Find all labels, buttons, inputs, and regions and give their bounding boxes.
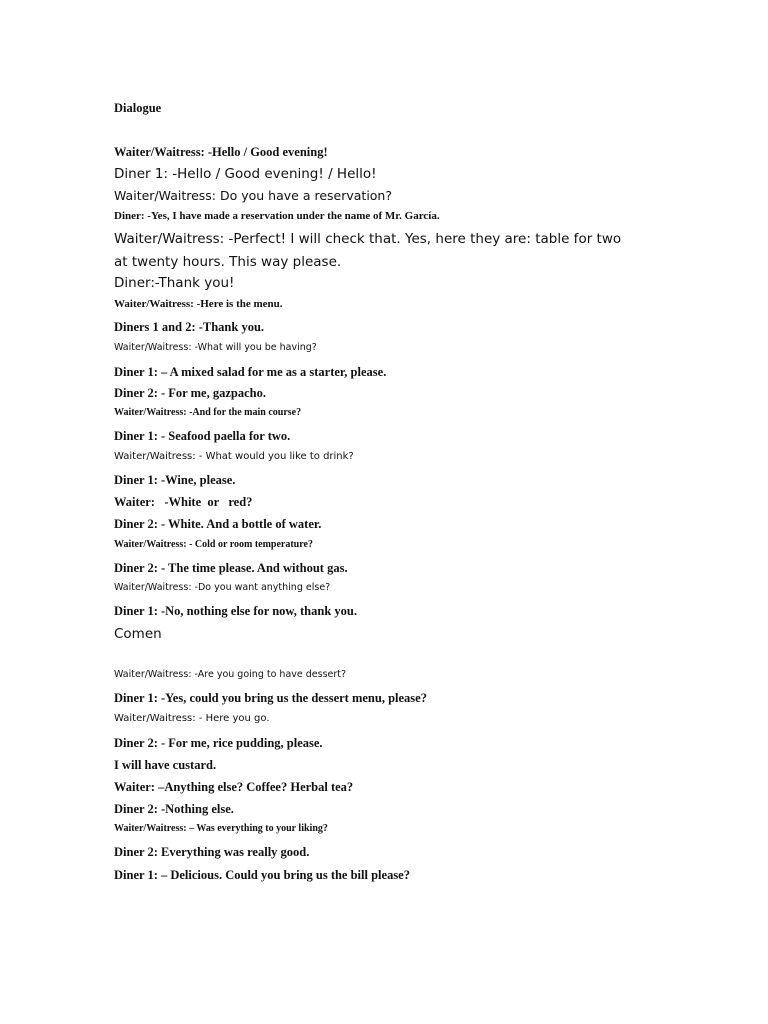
- dialogue-line: Diner 1: -Hello / Good evening! / Hello!: [114, 166, 377, 182]
- dialogue-line: Waiter/Waitress: -Here is the menu.: [114, 298, 283, 310]
- dialogue-line: Diner 1: -Yes, could you bring us the dessert menu, please?: [114, 691, 427, 705]
- dialogue-line: Diner 2: - The time please. And without gas.: [114, 561, 348, 575]
- dialogue-line: Waiter/Waitress: -Are you going to have dessert?: [114, 669, 347, 680]
- dialogue-line: Diner 2: - For me, rice pudding, please.: [114, 736, 323, 750]
- dialogue-line: Diner 2: - For me, gazpacho.: [114, 386, 266, 400]
- dialogue-line: Diner: -Yes, I have made a reservation under the name of Mr. García.: [114, 210, 440, 222]
- dialogue-line: Waiter/Waitress: - What would you like to drink?: [114, 451, 354, 462]
- dialogue-line: I will have custard.: [114, 758, 217, 772]
- dialogue-line: Diner:-Thank you!: [114, 275, 235, 291]
- dialogue-line: Waiter/Waitress: Do you have a reservation?: [114, 188, 392, 203]
- dialogue-line: Diners 1 and 2: -Thank you.: [114, 320, 265, 334]
- dialogue-line: Waiter/Waitress: -Perfect! I will check that. Yes, here they are: table for two at twenty hours. This way please.: [114, 231, 622, 270]
- dialogue-line: Waiter/Waitress: - Cold or room temperature?: [114, 539, 313, 550]
- dialogue-line: Diner 1: -No, nothing else for now, thank you.: [114, 604, 357, 618]
- dialogue-heading: Dialogue: [114, 101, 162, 115]
- dialogue-line: Diner 1: – Delicious. Could you bring us the bill please?: [114, 868, 410, 882]
- dialogue-line: Waiter/Waitress: – Was everything to your liking?: [114, 823, 328, 834]
- dialogue-line: Diner 1: -Wine, please.: [114, 473, 236, 487]
- dialogue-line: Diner 2: Everything was really good.: [114, 845, 310, 859]
- dialogue-line: Diner 2: - White. And a bottle of water.: [114, 517, 322, 531]
- dialogue-line: Diner 2: -Nothing else.: [114, 802, 234, 816]
- dialogue-line: Waiter/Waitress: -Hello / Good evening!: [114, 145, 328, 159]
- dialogue-line: Waiter: –Anything else? Coffee? Herbal tea?: [114, 780, 354, 794]
- dialogue-line: Waiter/Waitress: -And for the main course?: [114, 407, 302, 418]
- dialogue-line: Diner 1: – A mixed salad for me as a starter, please.: [114, 365, 387, 379]
- dialogue-line: Waiter/Waitress: -What will you be having?: [114, 342, 317, 353]
- dialogue-line: Comen: [114, 626, 162, 642]
- dialogue-line: Waiter/Waitress: -Do you want anything else?: [114, 582, 331, 593]
- dialogue-line: Diner 1: - Seafood paella for two.: [114, 429, 291, 443]
- dialogue-line: Waiter/Waitress: - Here you go.: [114, 713, 270, 724]
- dialogue-line: Waiter: -White or red?: [114, 495, 253, 509]
